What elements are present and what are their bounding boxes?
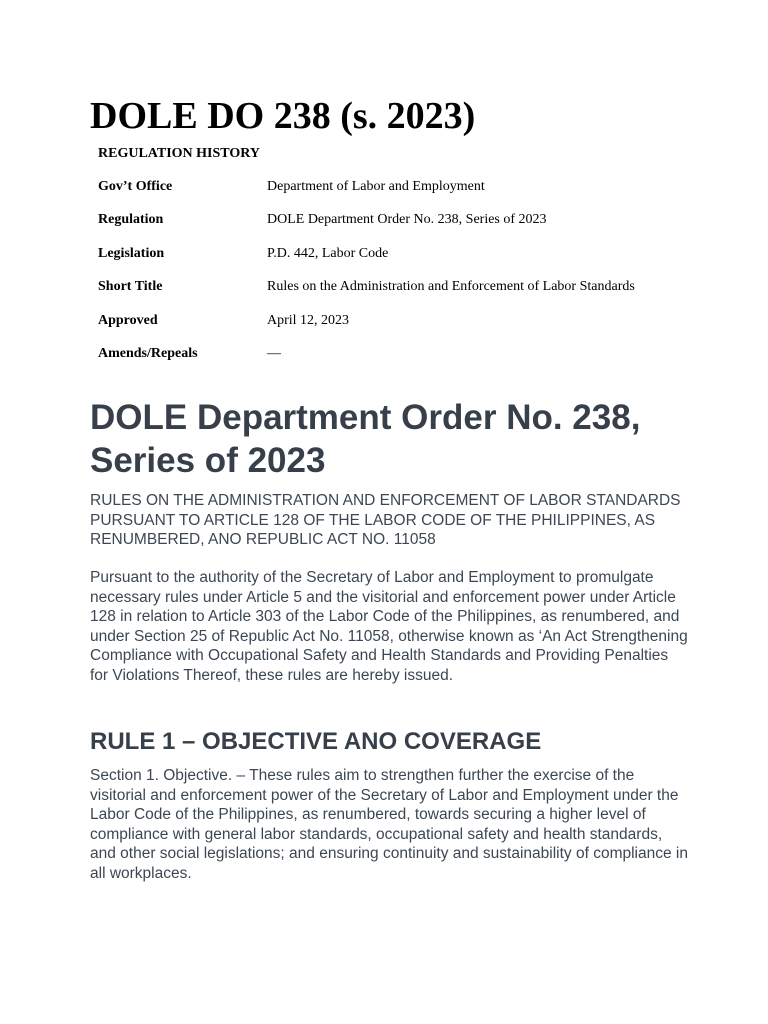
history-row-amends-repeals [98,345,698,378]
regulation-history-table [98,178,698,378]
document-title: DOLE DO 238 (s. 2023) [90,95,476,137]
rule-heading: RULE 1 – OBJECTIVE ANO COVERAGE [90,728,542,755]
history-label: Gov’t Office [98,179,173,194]
order-heading: DOLE Department Order No. 238, Series of 2023 [90,398,641,480]
history-value: April 12, 2023 [267,312,350,328]
history-row-govt-office [98,178,698,211]
history-row-regulation [98,211,698,244]
section-paragraph: Section 1. Objective. – These rules aim to strengthen further the exercise of the visitorial and enforcement power of the Secretary of Labor and Employment under the Labor Code of the Philippines, as renumbered, towards securing a higher level of compliance with general labor standards, occupational safety and health standards, and other social legislations; and ensuring continuity and sustainability of compliance in all workplaces. [90,767,688,882]
history-value: Department of Labor and Employment [267,179,485,194]
history-label: Regulation [98,212,164,228]
history-label: Amends/Repeals [98,345,198,361]
history-row-short-title [98,278,698,311]
history-value: — [267,345,281,361]
history-value: P.D. 442, Labor Code [267,245,389,261]
history-value: Rules on the Administration and Enforcement of Labor Standards [267,279,635,295]
history-row-legislation [98,245,698,278]
intro-paragraph: Pursuant to the authority of the Secretary of Labor and Employment to promulgate necessary rules under Article 5 and the visitorial and enforcement power under Article 128 in relation to Article 303 of the Labor Code of the Philippines, as renumbered, and under Section 25 of Republic Act No. 11058, otherwise known as ‘An Act Strengthening Compliance with Occupational Safety and Health Standards and Providing Penalties for Violations Thereof, these rules are hereby issued. [90,569,688,684]
regulation-history-heading: REGULATION HISTORY [98,146,260,161]
history-label: Approved [98,312,158,328]
history-label: Legislation [98,245,165,261]
history-value: DOLE Department Order No. 238, Series of 2023 [267,212,547,228]
history-row-approved [98,312,698,345]
history-label: Short Title [98,279,163,295]
order-subtitle: RULES ON THE ADMINISTRATION AND ENFORCEMENT OF LABOR STANDARDS PURSUANT TO ARTICLE 128 OF THE LABOR CODE OF THE PHILIPPINES, AS RENUMBERED, ANO REPUBLIC ACT NO. 11058 [90,492,681,548]
